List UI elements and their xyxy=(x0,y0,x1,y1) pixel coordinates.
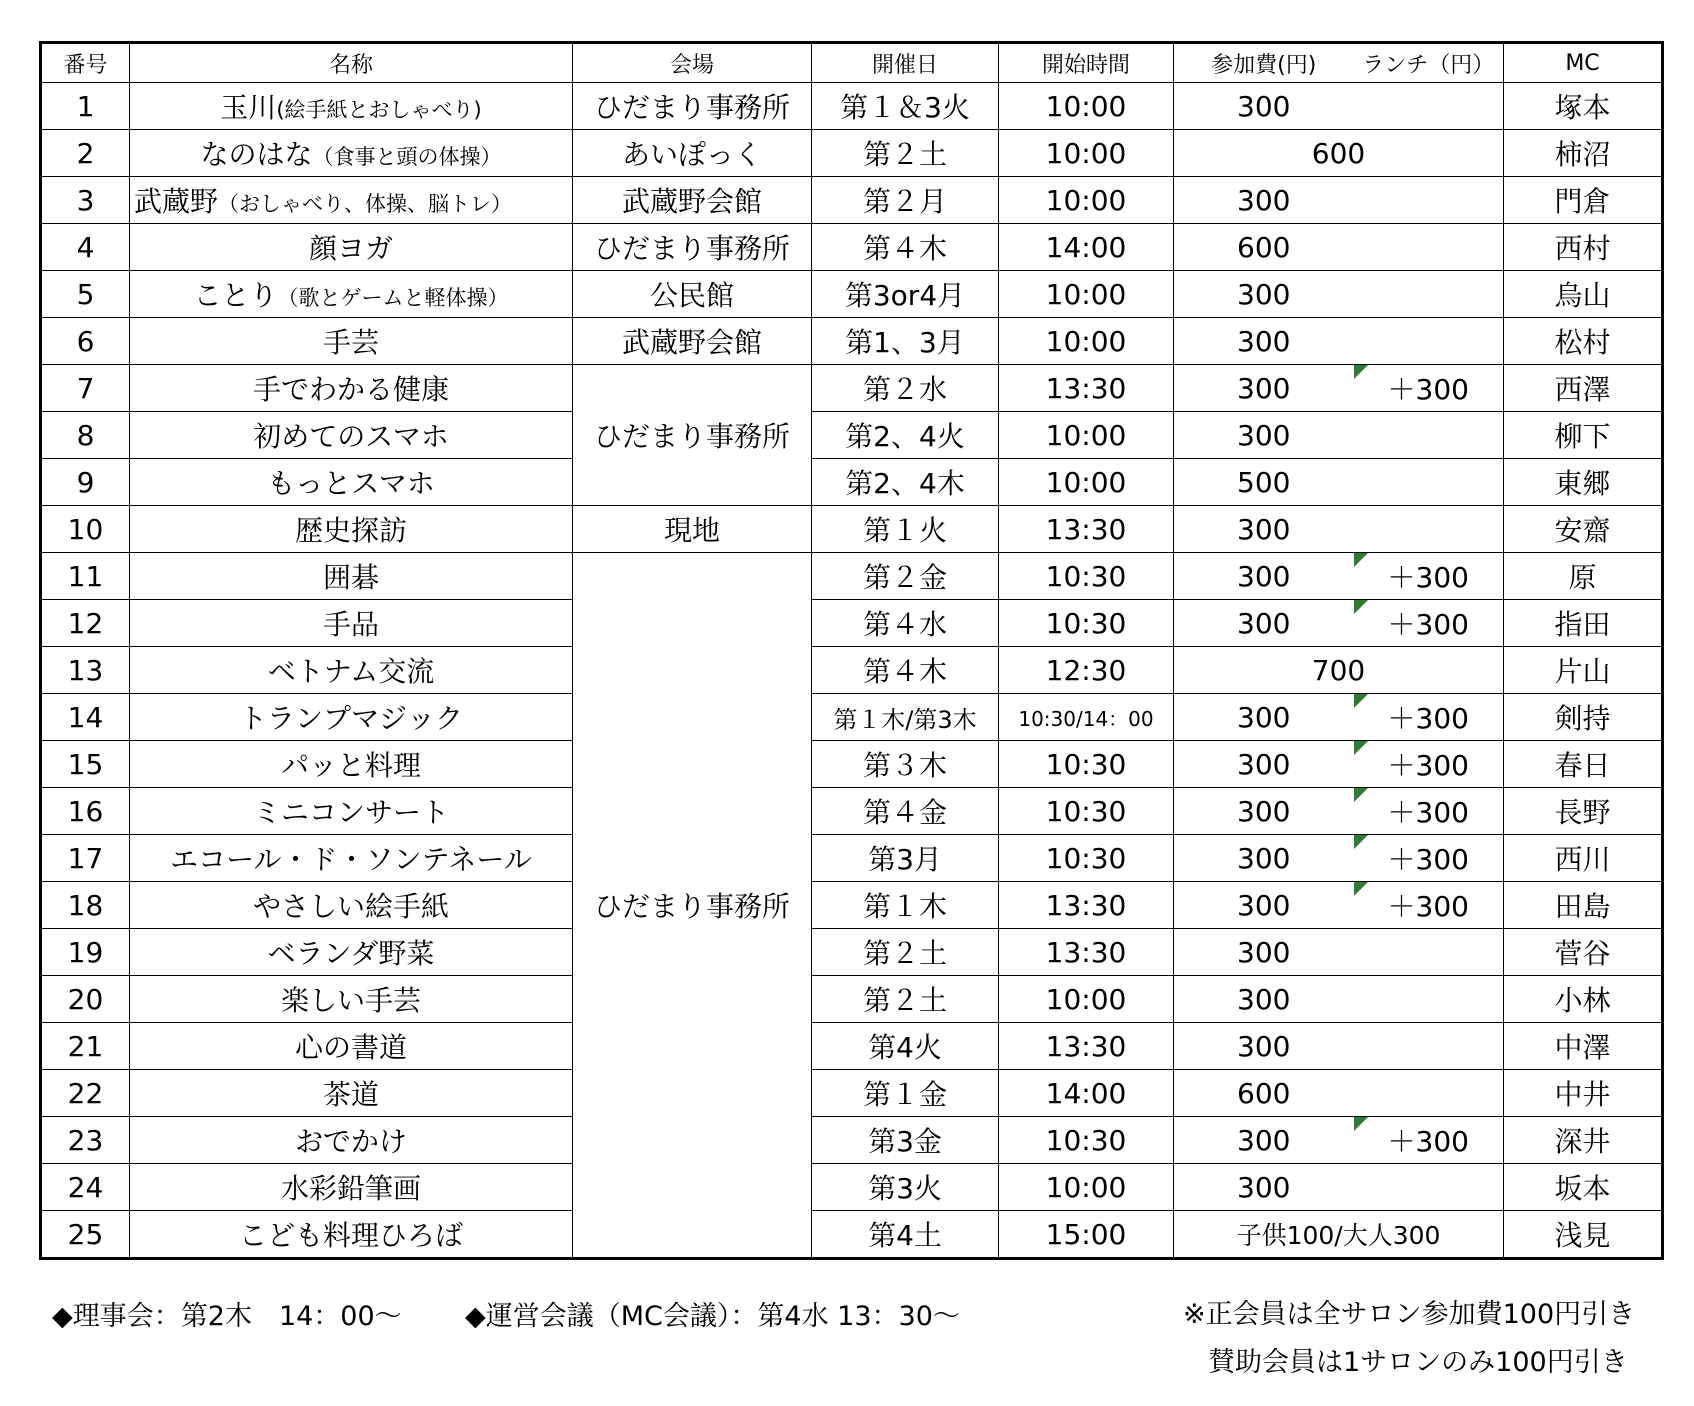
cell-time: 10:30 xyxy=(999,553,1174,600)
cell-date: 第２土 xyxy=(812,976,999,1023)
table-row xyxy=(41,224,1663,271)
table-row xyxy=(41,835,1663,882)
cell-name: ベトナム交流 xyxy=(130,647,573,694)
member-discount-note: ※正会員は全サロン参加費100円引き xyxy=(1183,1299,1636,1330)
cell-fee-combined: 600 xyxy=(1174,130,1504,177)
table-row xyxy=(41,882,1663,929)
cell-name: 楽しい手芸 xyxy=(130,976,573,1023)
cell-mc: 長野 xyxy=(1504,788,1663,835)
table-row xyxy=(41,788,1663,835)
cell-time: 10:00 xyxy=(999,976,1174,1023)
cell-date: 第１金 xyxy=(812,1070,999,1117)
salon-schedule-table xyxy=(39,41,1664,1260)
cell-venue: 武蔵野会館 xyxy=(573,318,812,365)
cell-fee: 600 xyxy=(1174,1070,1354,1117)
cell-mc: 小林 xyxy=(1504,976,1663,1023)
cell-mc: 柿沼 xyxy=(1504,130,1663,177)
cell-mc: 東郷 xyxy=(1504,459,1663,506)
cell-mc: 西川 xyxy=(1504,835,1663,882)
cell-date: 第4火 xyxy=(812,1023,999,1070)
cell-mc: 菅谷 xyxy=(1504,929,1663,976)
cell-fee: 300 xyxy=(1174,741,1354,788)
cell-mc: 松村 xyxy=(1504,318,1663,365)
table-row xyxy=(41,1070,1663,1117)
cell-time: 10:30 xyxy=(999,741,1174,788)
cell-fee: 300 xyxy=(1174,83,1354,130)
cell-fee-combined: 700 xyxy=(1174,647,1504,694)
table-row xyxy=(41,647,1663,694)
salon-name: 武蔵野 xyxy=(134,185,219,218)
table-row xyxy=(41,1023,1663,1070)
cell-mc: 深井 xyxy=(1504,1117,1663,1164)
cell-lunch: ＋300 xyxy=(1354,788,1504,835)
cell-venue: ひだまり事務所 xyxy=(573,365,812,506)
cell-no: 15 xyxy=(41,741,130,788)
cell-fee: 300 xyxy=(1174,271,1354,318)
cell-name: トランプマジック xyxy=(130,694,573,741)
cell-time: 10:00 xyxy=(999,177,1174,224)
cell-fee: 300 xyxy=(1174,1023,1354,1070)
cell-venue: 現地 xyxy=(573,506,812,553)
header-mc: MC xyxy=(1504,43,1663,83)
cell-fee: 300 xyxy=(1174,506,1354,553)
cell-lunch: ＋300 xyxy=(1354,600,1504,647)
cell-name: 手品 xyxy=(130,600,573,647)
table-row xyxy=(41,929,1663,976)
cell-date: 第２月 xyxy=(812,177,999,224)
cell-no: 17 xyxy=(41,835,130,882)
cell-no: 5 xyxy=(41,271,130,318)
cell-date: 第４木 xyxy=(812,224,999,271)
cell-date: 第1、3月 xyxy=(812,318,999,365)
cell-no: 6 xyxy=(41,318,130,365)
table-row xyxy=(41,553,1663,600)
cell-time: 10:30 xyxy=(999,835,1174,882)
cell-date: 第3or4月 xyxy=(812,271,999,318)
table-row xyxy=(41,365,1663,412)
cell-date: 第4土 xyxy=(812,1211,999,1259)
cell-date: 第３木 xyxy=(812,741,999,788)
cell-no: 23 xyxy=(41,1117,130,1164)
cell-venue: 公民館 xyxy=(573,271,812,318)
cell-date: 第１＆3火 xyxy=(812,83,999,130)
table-row xyxy=(41,177,1663,224)
cell-lunch xyxy=(1354,83,1504,130)
cell-name: ミニコンサート xyxy=(130,788,573,835)
cell-no: 21 xyxy=(41,1023,130,1070)
salon-note: （おしゃべり、体操、脳トレ） xyxy=(218,192,513,216)
cell-lunch xyxy=(1354,459,1504,506)
cell-venue: ひだまり事務所 xyxy=(573,224,812,271)
cell-date: 第１木 xyxy=(812,882,999,929)
supporting-member-note: 賛助会員は1サロンのみ100円引き xyxy=(1208,1347,1628,1378)
cell-fee: 300 xyxy=(1174,976,1354,1023)
cell-no: 3 xyxy=(41,177,130,224)
cell-fee: 300 xyxy=(1174,1117,1354,1164)
cell-time: 10:00 xyxy=(999,459,1174,506)
cell-time: 13:30 xyxy=(999,929,1174,976)
cell-time: 10:30 xyxy=(999,600,1174,647)
cell-time: 13:30 xyxy=(999,506,1174,553)
cell-time: 13:30 xyxy=(999,1023,1174,1070)
cell-mc: 塚本 xyxy=(1504,83,1663,130)
header-name: 名称 xyxy=(130,43,573,83)
cell-lunch xyxy=(1354,1023,1504,1070)
cell-fee: 300 xyxy=(1174,365,1354,412)
cell-lunch: ＋300 xyxy=(1354,741,1504,788)
cell-date: 第3月 xyxy=(812,835,999,882)
cell-no: 12 xyxy=(41,600,130,647)
cell-date: 第3火 xyxy=(812,1164,999,1211)
cell-name: 囲碁 xyxy=(130,553,573,600)
table-row xyxy=(41,694,1663,741)
cell-time: 10:30/14：00 xyxy=(999,694,1174,741)
cell-time: 15:00 xyxy=(999,1211,1174,1259)
cell-mc: 春日 xyxy=(1504,741,1663,788)
cell-lunch xyxy=(1354,1164,1504,1211)
cell-lunch: ＋300 xyxy=(1354,1117,1504,1164)
cell-date: 第3金 xyxy=(812,1117,999,1164)
cell-no: 20 xyxy=(41,976,130,1023)
cell-venue: あいぽっく xyxy=(573,130,812,177)
cell-date: 第2、4火 xyxy=(812,412,999,459)
cell-lunch xyxy=(1354,1070,1504,1117)
cell-lunch xyxy=(1354,412,1504,459)
cell-name: パッと料理 xyxy=(130,741,573,788)
table-row xyxy=(41,83,1663,130)
cell-fee: 600 xyxy=(1174,224,1354,271)
cell-name: 心の書道 xyxy=(130,1023,573,1070)
cell-time: 10:30 xyxy=(999,1117,1174,1164)
cell-date: 第２水 xyxy=(812,365,999,412)
cell-venue: 武蔵野会館 xyxy=(573,177,812,224)
header-fee: 参加費(円) xyxy=(1174,43,1354,83)
cell-time: 10:30 xyxy=(999,788,1174,835)
cell-no: 4 xyxy=(41,224,130,271)
cell-name: 水彩鉛筆画 xyxy=(130,1164,573,1211)
cell-name: こども料理ひろば xyxy=(130,1211,573,1259)
cell-time: 10:00 xyxy=(999,83,1174,130)
cell-time: 10:00 xyxy=(999,412,1174,459)
cell-no: 2 xyxy=(41,130,130,177)
cell-no: 14 xyxy=(41,694,130,741)
cell-no: 13 xyxy=(41,647,130,694)
table-row xyxy=(41,271,1663,318)
salon-name: 玉川 xyxy=(220,91,277,124)
header-no: 番号 xyxy=(41,43,130,83)
cell-mc: 中井 xyxy=(1504,1070,1663,1117)
cell-lunch: ＋300 xyxy=(1354,694,1504,741)
cell-date: 第４水 xyxy=(812,600,999,647)
cell-mc: 柳下 xyxy=(1504,412,1663,459)
cell-fee: 300 xyxy=(1174,835,1354,882)
cell-name: 手芸 xyxy=(130,318,573,365)
cell-time: 14:00 xyxy=(999,224,1174,271)
cell-fee: 300 xyxy=(1174,882,1354,929)
cell-fee: 300 xyxy=(1174,177,1354,224)
table-row xyxy=(41,459,1663,506)
cell-no: 11 xyxy=(41,553,130,600)
cell-mc: 西村 xyxy=(1504,224,1663,271)
header-time: 開始時間 xyxy=(999,43,1174,83)
cell-name: 顔ヨガ xyxy=(130,224,573,271)
cell-no: 25 xyxy=(41,1211,130,1259)
cell-mc: 烏山 xyxy=(1504,271,1663,318)
cell-name: ベランダ野菜 xyxy=(130,929,573,976)
cell-mc: 浅見 xyxy=(1504,1211,1663,1259)
table-row xyxy=(41,412,1663,459)
cell-name xyxy=(130,177,573,224)
header-row xyxy=(41,43,1663,83)
cell-venue: ひだまり事務所 xyxy=(573,553,812,1259)
cell-no: 8 xyxy=(41,412,130,459)
operations-meeting-note: ◆運営会議（MC会議）：第4水 13：30～ xyxy=(465,1301,960,1332)
cell-time: 12:30 xyxy=(999,647,1174,694)
cell-lunch xyxy=(1354,976,1504,1023)
cell-mc: 田島 xyxy=(1504,882,1663,929)
table-row xyxy=(41,600,1663,647)
cell-date: 第2、4木 xyxy=(812,459,999,506)
cell-date: 第１火 xyxy=(812,506,999,553)
cell-name xyxy=(130,83,573,130)
cell-name: やさしい絵手紙 xyxy=(130,882,573,929)
table-row xyxy=(41,741,1663,788)
cell-date: 第２土 xyxy=(812,130,999,177)
cell-name: 手でわかる健康 xyxy=(130,365,573,412)
cell-mc: 坂本 xyxy=(1504,1164,1663,1211)
cell-time: 10:00 xyxy=(999,318,1174,365)
salon-note: （歌とゲームと軽体操） xyxy=(277,286,509,310)
cell-name: おでかけ xyxy=(130,1117,573,1164)
cell-fee: 300 xyxy=(1174,788,1354,835)
salon-name: ことり xyxy=(193,279,278,312)
cell-lunch: ＋300 xyxy=(1354,365,1504,412)
cell-time: 13:30 xyxy=(999,882,1174,929)
table-row xyxy=(41,1211,1663,1259)
cell-no: 7 xyxy=(41,365,130,412)
cell-time: 10:00 xyxy=(999,271,1174,318)
cell-mc: 剣持 xyxy=(1504,694,1663,741)
cell-fee: 300 xyxy=(1174,318,1354,365)
cell-lunch xyxy=(1354,506,1504,553)
cell-no: 22 xyxy=(41,1070,130,1117)
cell-name xyxy=(130,271,573,318)
cell-no: 16 xyxy=(41,788,130,835)
cell-no: 19 xyxy=(41,929,130,976)
cell-lunch xyxy=(1354,318,1504,365)
cell-mc: 片山 xyxy=(1504,647,1663,694)
cell-fee: 300 xyxy=(1174,694,1354,741)
cell-date: 第２土 xyxy=(812,929,999,976)
cell-no: 9 xyxy=(41,459,130,506)
table-row xyxy=(41,130,1663,177)
cell-fee: 300 xyxy=(1174,929,1354,976)
cell-fee: 300 xyxy=(1174,412,1354,459)
cell-lunch xyxy=(1354,177,1504,224)
cell-time: 10:00 xyxy=(999,1164,1174,1211)
table-row xyxy=(41,1164,1663,1211)
cell-mc: 指田 xyxy=(1504,600,1663,647)
cell-fee: 500 xyxy=(1174,459,1354,506)
cell-name: 茶道 xyxy=(130,1070,573,1117)
cell-time: 10:00 xyxy=(999,130,1174,177)
cell-fee-combined: 子供100/大人300 xyxy=(1174,1211,1504,1259)
cell-lunch xyxy=(1354,271,1504,318)
cell-no: 24 xyxy=(41,1164,130,1211)
table-row xyxy=(41,976,1663,1023)
cell-lunch: ＋300 xyxy=(1354,882,1504,929)
cell-no: 1 xyxy=(41,83,130,130)
salon-note: （食事と頭の体操） xyxy=(312,145,502,169)
cell-date: 第４金 xyxy=(812,788,999,835)
cell-no: 10 xyxy=(41,506,130,553)
cell-lunch: ＋300 xyxy=(1354,553,1504,600)
cell-mc: 西澤 xyxy=(1504,365,1663,412)
cell-date: 第２金 xyxy=(812,553,999,600)
cell-mc: 門倉 xyxy=(1504,177,1663,224)
cell-time: 13:30 xyxy=(999,365,1174,412)
cell-mc: 中澤 xyxy=(1504,1023,1663,1070)
salon-name: なのはな xyxy=(200,138,313,171)
cell-fee: 300 xyxy=(1174,553,1354,600)
cell-lunch xyxy=(1354,929,1504,976)
cell-fee: 300 xyxy=(1174,1164,1354,1211)
header-lunch: ランチ（円） xyxy=(1354,43,1504,83)
cell-mc: 原 xyxy=(1504,553,1663,600)
cell-venue: ひだまり事務所 xyxy=(573,83,812,130)
salon-note: (絵手紙とおしゃべり) xyxy=(276,98,482,122)
cell-no: 18 xyxy=(41,882,130,929)
cell-name: 歴史探訪 xyxy=(130,506,573,553)
cell-time: 14:00 xyxy=(999,1070,1174,1117)
table-row xyxy=(41,506,1663,553)
cell-mc: 安齋 xyxy=(1504,506,1663,553)
cell-name: もっとスマホ xyxy=(130,459,573,506)
board-meeting-note: ◆理事会：第2木 14：00～ xyxy=(52,1301,402,1332)
cell-name xyxy=(130,130,573,177)
table-row xyxy=(41,1117,1663,1164)
cell-date: 第１木/第3木 xyxy=(812,694,999,741)
table-row xyxy=(41,318,1663,365)
cell-fee: 300 xyxy=(1174,600,1354,647)
cell-name: 初めてのスマホ xyxy=(130,412,573,459)
cell-name: エコール・ド・ソンテネール xyxy=(130,835,573,882)
cell-lunch xyxy=(1354,224,1504,271)
header-venue: 会場 xyxy=(573,43,812,83)
header-date: 開催日 xyxy=(812,43,999,83)
cell-lunch: ＋300 xyxy=(1354,835,1504,882)
cell-date: 第４木 xyxy=(812,647,999,694)
